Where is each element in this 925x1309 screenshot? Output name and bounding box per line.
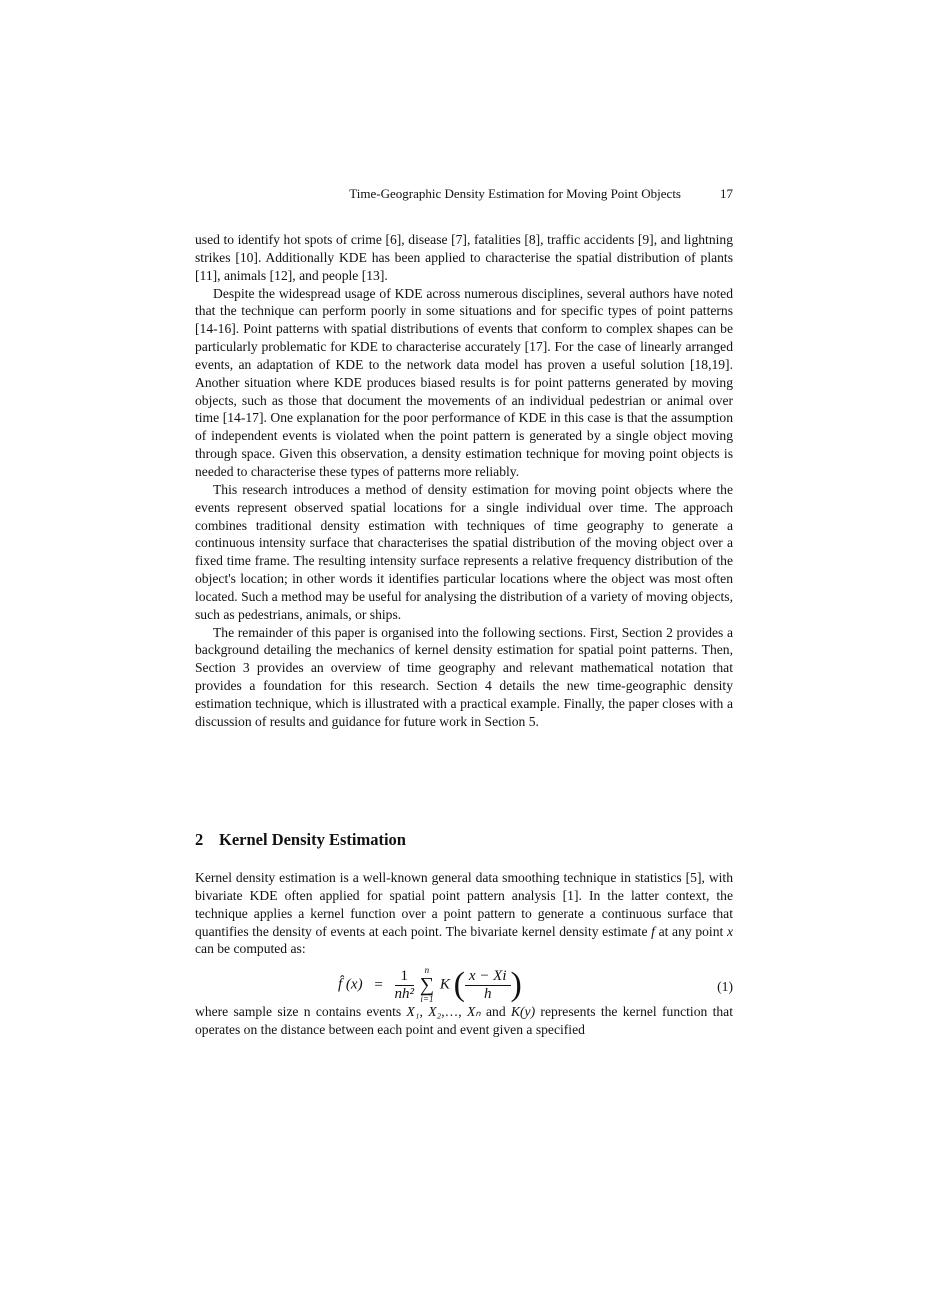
section-text bbox=[195, 869, 733, 958]
section-heading bbox=[195, 830, 406, 850]
intro-text bbox=[195, 231, 733, 731]
var: x bbox=[726, 923, 733, 939]
eq-numerator: 1 bbox=[395, 968, 415, 986]
paragraph: The remainder of this paper is organised into the following sections. First, Section 2 provides a background detailing the mechanics of kernel density estimation for spatial point patterns. Then, Section 3 provides an overview of time geography and relevant mathematical notation that provides a foundation for this research. Section 4 details the new time-geographic density estimation technique, which is illustrated with a practical example. Finally, the paper closes with a discussion of results and guidance for future work in Section 5. bbox=[195, 624, 733, 729]
sum-lower: i=1 bbox=[420, 994, 434, 1004]
text: where sample size n contains events bbox=[195, 1004, 407, 1019]
var: X₁ bbox=[406, 1004, 420, 1019]
section-title: Kernel Density Estimation bbox=[219, 830, 406, 849]
eq-arg-numerator: x − Xi bbox=[465, 968, 511, 986]
equation-1: f̂ (x) = $\frac{1}{\text{nh²}}$ n ∑ i=1 K ( $\frac{x - Xi}{h}$ ) (1) bbox=[338, 965, 733, 1004]
sum-symbol: ∑ bbox=[419, 974, 435, 996]
section-number: 2 bbox=[195, 830, 204, 849]
running-title: Time-Geographic Density Estimation for Moving Point Objects bbox=[349, 186, 681, 201]
paragraph: Despite the widespread usage of KDE across numerous disciplines, several authors have noted that the technique can perform poorly in some situations and for specific types of point patterns [14-16]. Point patterns with spatial distributions of events that conform to complex shapes can be particularly problematic for KDE to characterise accurately [17]. For the case of linearly arranged events, an adaptation of KDE to the network data model has proven a useful solution [18,19]. Another situation where KDE produces biased results is for point patterns generated by moving objects, such as those that document the movements of an individual pedestrian or animal over time [14-17]. One explanation for the poor performance of KDE in this case is that the assumption of independent events is violated when the point pattern is generated by a single object moving through space. Given this observation, a density estimation technique for moving point objects is needed to characterise these types of patterns more reliably. bbox=[195, 285, 733, 479]
text: can be computed as: bbox=[195, 941, 306, 957]
text: and bbox=[480, 1004, 511, 1019]
page-number: 17 bbox=[720, 186, 733, 201]
paragraph: used to identify hot spots of crime [6], disease [7], fatalities [8], traffic accidents [9], and lightning strikes [10]. Additionally KDE has been applied to characterise the spatial distribution of plants [11], animals [12], and people [13]. bbox=[195, 232, 733, 283]
eq-denominator: nh² bbox=[394, 985, 415, 1002]
var: f bbox=[651, 923, 655, 939]
post-equation-text bbox=[195, 1003, 733, 1039]
sum-upper: n bbox=[424, 965, 430, 975]
var: K(y) bbox=[510, 1004, 536, 1019]
eq-equals: = bbox=[374, 976, 383, 993]
text: ,…, bbox=[441, 1004, 467, 1019]
eq-kernel: K bbox=[439, 976, 450, 993]
equation-number: (1) bbox=[717, 979, 733, 994]
paragraph bbox=[195, 1003, 733, 1039]
eq-lhs: f̂ (x) bbox=[338, 976, 363, 993]
var: X₂ bbox=[428, 1004, 442, 1019]
text: at any point bbox=[654, 923, 727, 939]
paragraph bbox=[195, 869, 733, 958]
text: Kernel density estimation is a well-known general data smoothing technique in statistics [5], with bivariate KDE often applied for spatial point pattern analysis [1]. In the latter context, the technique applies a kernel function over a point pattern to generate a continuous surface that quantifies the density of events at each point. The bivariate kernel density estimate bbox=[195, 870, 733, 939]
eq-arg-denominator: h bbox=[483, 985, 492, 1002]
text: , bbox=[419, 1004, 429, 1019]
text: represents the kernel function that operates on the distance between each point and event given a specified bbox=[195, 1004, 733, 1037]
var: Xₙ bbox=[466, 1004, 481, 1019]
paragraph: This research introduces a method of density estimation for moving point objects where the events represent observed spatial locations for a single individual over time. The approach combines traditional density estimation with techniques of time geography to generate a continuous intensity surface that characterises the spatial distribution of the moving object over a fixed time frame. The resulting intensity surface represents a relative frequency distribution of the object's location; in other words it identifies particular locations where the object was most often located. Such a method may be useful for analysing the distribution of a variety of moving objects, such as pedestrians, animals, or ships. bbox=[195, 481, 733, 622]
